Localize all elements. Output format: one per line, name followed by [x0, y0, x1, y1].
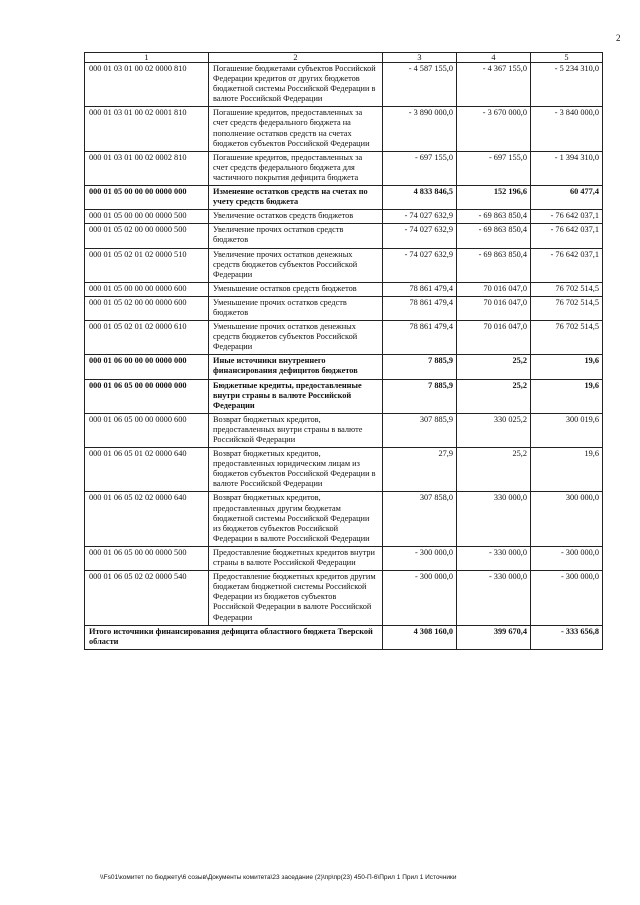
amount-cell-col5: - 3 840 000,0 — [531, 107, 603, 151]
budget-code-cell: 000 01 03 01 00 02 0001 810 — [85, 107, 209, 151]
amount-cell-col3: - 300 000,0 — [383, 571, 457, 625]
column-number: 1 — [85, 53, 209, 63]
amount-cell-col5: 76 702 514,5 — [531, 296, 603, 320]
amount-cell-col3: - 4 587 155,0 — [383, 63, 457, 107]
amount-cell-col5: 19,6 — [531, 379, 603, 413]
column-number: 3 — [383, 53, 457, 63]
file-path-footer: \\Fs01\комитет по бюджету\6 созыв\Документы комитета\23 заседание (2)\пр\пр(23) 450-П-6\Прил 1 Прил 1 Источники — [100, 874, 457, 881]
table-row — [85, 224, 603, 248]
amount-cell-col5: 300 000,0 — [531, 492, 603, 546]
amount-cell-col4: 330 025,2 — [457, 413, 531, 447]
table-row — [85, 63, 603, 107]
amount-cell-col4: - 330 000,0 — [457, 571, 531, 625]
table-row — [85, 248, 603, 282]
table-row — [85, 186, 603, 210]
amount-cell-col3: 307 858,0 — [383, 492, 457, 546]
amount-cell-col5: 60 477,4 — [531, 186, 603, 210]
budget-code-cell: 000 01 05 00 00 00 0000 600 — [85, 282, 209, 296]
budget-code-cell: 000 01 05 02 00 00 0000 500 — [85, 224, 209, 248]
source-name-cell: Предоставление бюджетных кредитов внутри страны в валюте Российской Федерации — [209, 546, 383, 570]
amount-cell-col3: 7 885,9 — [383, 355, 457, 379]
page-number: 2 — [616, 33, 621, 43]
budget-code-cell: 000 01 05 02 01 02 0000 510 — [85, 248, 209, 282]
table-row — [85, 448, 603, 492]
amount-cell-col5: 19,6 — [531, 355, 603, 379]
source-name-cell: Изменение остатков средств на счетах по учету средств бюджета — [209, 186, 383, 210]
amount-cell-col5: 300 019,6 — [531, 413, 603, 447]
amount-cell-col4: - 697 155,0 — [457, 151, 531, 185]
column-number: 5 — [531, 53, 603, 63]
amount-cell-col5: - 1 394 310,0 — [531, 151, 603, 185]
table-row — [85, 571, 603, 625]
table-row — [85, 413, 603, 447]
financing-sources-table — [84, 52, 603, 650]
table-row — [85, 107, 603, 151]
amount-cell-col3: - 74 027 632,9 — [383, 224, 457, 248]
budget-code-cell: 000 01 06 05 00 00 0000 000 — [85, 379, 209, 413]
column-number-row — [85, 53, 603, 63]
amount-cell-col4: - 69 863 850,4 — [457, 224, 531, 248]
total-label-cell: Итого источники финансирования дефицита областного бюджета Тверской области — [85, 625, 383, 649]
budget-code-cell: 000 01 06 05 00 00 0000 500 — [85, 546, 209, 570]
total-amount-col4: 399 670,4 — [457, 625, 531, 649]
amount-cell-col5: - 76 642 037,1 — [531, 210, 603, 224]
source-name-cell: Бюджетные кредиты, предоставленные внутри страны в валюте Российской Федерации — [209, 379, 383, 413]
amount-cell-col5: 76 702 514,5 — [531, 321, 603, 355]
amount-cell-col3: 78 861 479,4 — [383, 321, 457, 355]
source-name-cell: Уменьшение прочих остатков денежных средств бюджетов субъектов Российской Федерации — [209, 321, 383, 355]
table-row — [85, 321, 603, 355]
table-row — [85, 492, 603, 546]
budget-code-cell: 000 01 05 02 00 00 0000 600 — [85, 296, 209, 320]
column-number: 4 — [457, 53, 531, 63]
table-row — [85, 282, 603, 296]
amount-cell-col5: 19,6 — [531, 448, 603, 492]
source-name-cell: Возврат бюджетных кредитов, предоставленных внутри страны в валюте Российской Федерации — [209, 413, 383, 447]
table-row — [85, 355, 603, 379]
source-name-cell: Иные источники внутреннего финансирования дефицитов бюджетов — [209, 355, 383, 379]
amount-cell-col3: - 3 890 000,0 — [383, 107, 457, 151]
budget-code-cell: 000 01 06 05 01 02 0000 640 — [85, 448, 209, 492]
column-number: 2 — [209, 53, 383, 63]
amount-cell-col4: - 69 863 850,4 — [457, 248, 531, 282]
budget-code-cell: 000 01 06 00 00 00 0000 000 — [85, 355, 209, 379]
table-row — [85, 210, 603, 224]
source-name-cell: Уменьшение прочих остатков средств бюджетов — [209, 296, 383, 320]
budget-code-cell: 000 01 03 01 00 02 0000 810 — [85, 63, 209, 107]
amount-cell-col5: 76 702 514,5 — [531, 282, 603, 296]
total-row — [85, 625, 603, 649]
budget-code-cell: 000 01 03 01 00 02 0002 810 — [85, 151, 209, 185]
amount-cell-col4: - 4 367 155,0 — [457, 63, 531, 107]
table-row — [85, 546, 603, 570]
budget-code-cell: 000 01 06 05 02 02 0000 640 — [85, 492, 209, 546]
amount-cell-col3: - 74 027 632,9 — [383, 210, 457, 224]
amount-cell-col4: 25,2 — [457, 448, 531, 492]
amount-cell-col5: - 5 234 310,0 — [531, 63, 603, 107]
amount-cell-col3: 27,9 — [383, 448, 457, 492]
table-row — [85, 379, 603, 413]
source-name-cell: Возврат бюджетных кредитов, предоставленных другим бюджетам бюджетной системы Российской Федерации из бюджетов субъектов Российской Федерации в валюте Российской Федерации — [209, 492, 383, 546]
source-name-cell: Увеличение остатков средств бюджетов — [209, 210, 383, 224]
source-name-cell: Погашение кредитов, предоставленных за счет средств федерального бюджета для частичного покрытия дефицита бюджета — [209, 151, 383, 185]
amount-cell-col4: 25,2 — [457, 355, 531, 379]
source-name-cell: Предоставление бюджетных кредитов другим бюджетам бюджетной системы Российской Федерации из бюджетов субъектов Российской Федерации в валюте Российской Федерации — [209, 571, 383, 625]
amount-cell-col5: - 76 642 037,1 — [531, 224, 603, 248]
budget-code-cell: 000 01 06 05 02 02 0000 540 — [85, 571, 209, 625]
source-name-cell: Возврат бюджетных кредитов, предоставленных юридическим лицам из бюджетов субъектов Российской Федерации в валюте Российской Федерации — [209, 448, 383, 492]
budget-code-cell: 000 01 05 00 00 00 0000 500 — [85, 210, 209, 224]
amount-cell-col3: 78 861 479,4 — [383, 296, 457, 320]
amount-cell-col4: - 3 670 000,0 — [457, 107, 531, 151]
source-name-cell: Увеличение прочих остатков средств бюджетов — [209, 224, 383, 248]
amount-cell-col3: 7 885,9 — [383, 379, 457, 413]
table-row — [85, 151, 603, 185]
amount-cell-col4: 152 196,6 — [457, 186, 531, 210]
amount-cell-col5: - 76 642 037,1 — [531, 248, 603, 282]
budget-code-cell: 000 01 05 02 01 02 0000 610 — [85, 321, 209, 355]
amount-cell-col5: - 300 000,0 — [531, 571, 603, 625]
total-amount-col5: - 333 656,8 — [531, 625, 603, 649]
source-name-cell: Увеличение прочих остатков денежных средств бюджетов субъектов Российской Федерации — [209, 248, 383, 282]
amount-cell-col4: 70 016 047,0 — [457, 282, 531, 296]
amount-cell-col5: - 300 000,0 — [531, 546, 603, 570]
amount-cell-col4: 70 016 047,0 — [457, 321, 531, 355]
amount-cell-col4: 70 016 047,0 — [457, 296, 531, 320]
amount-cell-col4: - 69 863 850,4 — [457, 210, 531, 224]
budget-code-cell: 000 01 06 05 00 00 0000 600 — [85, 413, 209, 447]
amount-cell-col3: - 697 155,0 — [383, 151, 457, 185]
table-row — [85, 296, 603, 320]
source-name-cell: Погашение кредитов, предоставленных за счет средств федерального бюджета на пополнение остатков средств на счетах бюджетов субъектов Российской Федерации — [209, 107, 383, 151]
amount-cell-col3: 4 833 846,5 — [383, 186, 457, 210]
source-name-cell: Уменьшение остатков средств бюджетов — [209, 282, 383, 296]
amount-cell-col3: - 300 000,0 — [383, 546, 457, 570]
source-name-cell: Погашение бюджетами субъектов Российской Федерации кредитов от других бюджетов бюджетной системы Российской Федерации в валюте Российской Федерации — [209, 63, 383, 107]
amount-cell-col4: 25,2 — [457, 379, 531, 413]
total-amount-col3: 4 308 160,0 — [383, 625, 457, 649]
amount-cell-col3: 307 885,9 — [383, 413, 457, 447]
amount-cell-col3: 78 861 479,4 — [383, 282, 457, 296]
amount-cell-col3: - 74 027 632,9 — [383, 248, 457, 282]
amount-cell-col4: - 330 000,0 — [457, 546, 531, 570]
table-body — [85, 53, 603, 650]
budget-code-cell: 000 01 05 00 00 00 0000 000 — [85, 186, 209, 210]
amount-cell-col4: 330 000,0 — [457, 492, 531, 546]
